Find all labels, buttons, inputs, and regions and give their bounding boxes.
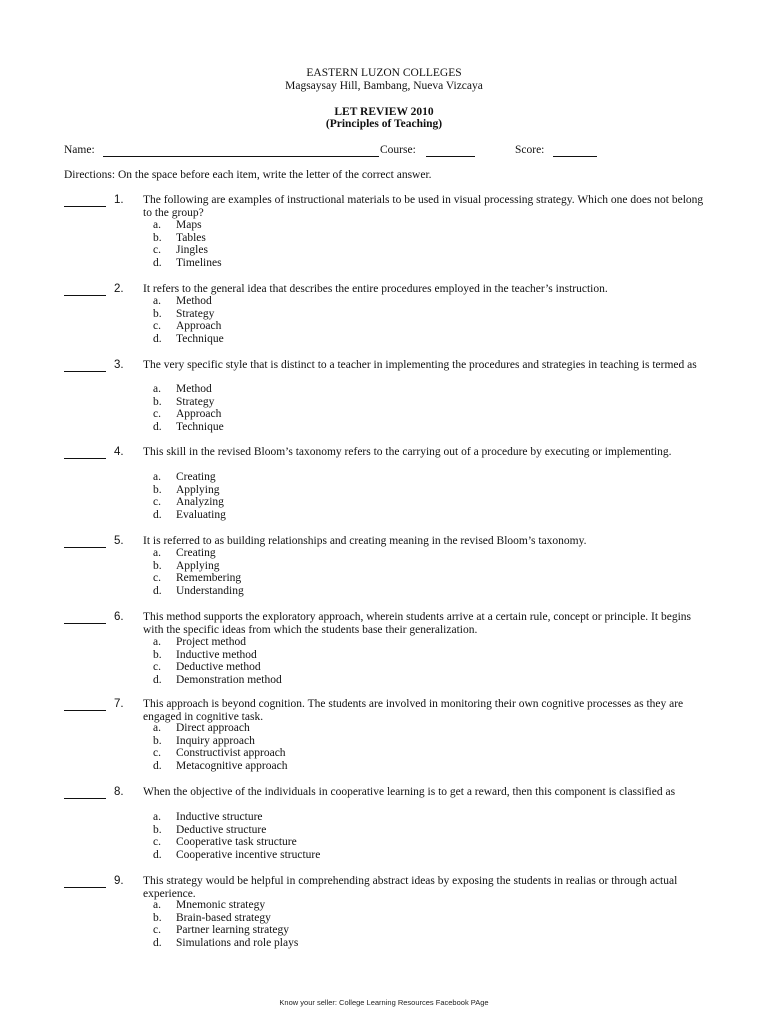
option-letter: b.	[153, 823, 162, 836]
option-letter: c.	[153, 747, 161, 760]
option-letter: a.	[153, 383, 161, 395]
option-letter: b.	[153, 231, 162, 244]
score-field[interactable]	[553, 156, 597, 157]
question-number: 2.	[114, 283, 124, 295]
question-stem: It is referred to as building relationships and creating meaning in the revised Bloom’s taxonomy.	[143, 535, 587, 547]
option-item	[153, 572, 244, 585]
score-label: Score:	[515, 144, 545, 156]
option-item	[153, 308, 224, 321]
option-item	[153, 661, 282, 674]
school-name: EASTERN LUZON COLLEGES	[306, 67, 462, 79]
question-stem: It refers to the general idea that describes the entire procedures employed in the teacher’s instruction.	[143, 283, 608, 295]
option-letter: c.	[153, 408, 161, 421]
option-item	[153, 924, 298, 937]
option-text: Tables	[176, 231, 206, 244]
option-item	[153, 219, 222, 232]
option-letter: a.	[153, 722, 161, 734]
option-text: Maps	[176, 219, 202, 231]
option-text: Strategy	[176, 307, 215, 320]
question-number: 6.	[114, 611, 124, 623]
question-number: 8.	[114, 786, 124, 798]
option-item	[153, 824, 320, 837]
question-number: 7.	[114, 698, 124, 710]
option-item	[153, 636, 282, 649]
option-item	[153, 836, 320, 849]
option-letter: d.	[153, 759, 162, 772]
option-letter: a.	[153, 547, 161, 559]
option-text: Deductive method	[176, 661, 261, 674]
option-letter: a.	[153, 295, 161, 307]
option-item	[153, 937, 298, 950]
option-item	[153, 547, 244, 560]
option-text: Timelines	[176, 256, 222, 269]
option-letter: c.	[153, 661, 161, 674]
answer-blank[interactable]	[64, 458, 106, 459]
option-letter: d.	[153, 936, 162, 949]
option-letter: d.	[153, 332, 162, 345]
answer-blank[interactable]	[64, 295, 106, 296]
question-number: 5.	[114, 535, 124, 547]
option-letter: d.	[153, 256, 162, 269]
option-text: Approach	[176, 320, 222, 333]
option-text: Applying	[176, 483, 220, 496]
option-text: Method	[176, 383, 212, 395]
answer-blank[interactable]	[64, 206, 106, 207]
option-item	[153, 408, 224, 421]
option-item	[153, 722, 287, 735]
course-field[interactable]	[426, 156, 475, 157]
question-stem: The very specific style that is distinct to a teacher in implementing the procedures and strategies in teaching is termed as	[143, 359, 697, 371]
option-text: Approach	[176, 408, 222, 421]
option-letter: b.	[153, 483, 162, 496]
option-item	[153, 496, 226, 509]
option-item	[153, 232, 222, 245]
option-letter: c.	[153, 320, 161, 333]
option-text: Creating	[176, 471, 216, 483]
option-letter: a.	[153, 811, 161, 823]
option-text: Simulations and role plays	[176, 936, 299, 949]
option-text: Brain-based strategy	[176, 911, 271, 924]
option-text: Cooperative incentive structure	[176, 848, 321, 861]
exam-subject: (Principles of Teaching)	[325, 118, 443, 130]
course-label: Course:	[380, 144, 416, 156]
question-stem: This approach is beyond cognition. The students are involved in monitoring their own cognitive processes as they are engaged in cognitive task.	[143, 698, 684, 723]
option-text: Inductive method	[176, 648, 257, 661]
option-text: Applying	[176, 559, 220, 572]
option-item	[153, 320, 224, 333]
option-list	[153, 547, 244, 597]
answer-blank[interactable]	[64, 887, 106, 888]
option-text: Cooperative task structure	[176, 836, 297, 849]
option-text: Mnemonic strategy	[176, 899, 266, 911]
option-text: Technique	[176, 332, 224, 345]
option-text: Partner learning strategy	[176, 924, 290, 937]
option-list	[153, 636, 282, 686]
option-letter: c.	[153, 836, 161, 849]
option-text: Inquiry approach	[176, 734, 255, 747]
school-address: Magsaysay Hill, Bambang, Nueva Vizcaya	[285, 80, 483, 92]
option-item	[153, 674, 282, 687]
option-text: Strategy	[176, 395, 215, 408]
option-letter: b.	[153, 734, 162, 747]
answer-blank[interactable]	[64, 710, 106, 711]
question-number: 3.	[114, 359, 124, 371]
option-letter: d.	[153, 508, 162, 521]
answer-blank[interactable]	[64, 798, 106, 799]
option-letter: a.	[153, 899, 161, 911]
option-text: Method	[176, 295, 212, 307]
option-text: Project method	[176, 636, 246, 648]
option-text: Creating	[176, 547, 216, 559]
option-item	[153, 560, 244, 573]
option-text: Remembering	[176, 572, 242, 585]
footer-note: Know your seller: College Learning Resources Facebook PAge	[279, 998, 489, 1007]
option-text: Deductive structure	[176, 823, 267, 836]
option-item	[153, 396, 224, 409]
option-letter: b.	[153, 559, 162, 572]
option-item	[153, 257, 222, 270]
option-letter: c.	[153, 244, 161, 257]
question-number: 1.	[114, 194, 124, 206]
option-letter: d.	[153, 848, 162, 861]
option-item	[153, 383, 224, 396]
option-text: Analyzing	[176, 496, 224, 509]
option-letter: b.	[153, 395, 162, 408]
option-letter: d.	[153, 584, 162, 597]
option-text: Evaluating	[176, 508, 226, 521]
question-stem: This skill in the revised Bloom’s taxonomy refers to the carrying out of a procedure by executing or implementing.	[143, 446, 672, 458]
option-text: Demonstration method	[176, 673, 282, 686]
question-stem: This strategy would be helpful in comprehending abstract ideas by exposing the students in realias or through actual experience.	[143, 875, 678, 900]
option-letter: c.	[153, 496, 161, 509]
option-list	[153, 471, 226, 521]
option-list	[153, 899, 298, 949]
option-item	[153, 811, 320, 824]
question-stem: The following are examples of instructional materials to be used in visual processing strategy. Which one does not belong to the group?	[143, 194, 704, 219]
option-list	[153, 811, 320, 861]
answer-blank[interactable]	[64, 547, 106, 548]
answer-blank[interactable]	[64, 371, 106, 372]
option-letter: a.	[153, 471, 161, 483]
question-stem: This method supports the exploratory approach, wherein students arrive at a certain rule, concept or principle. It begins with the specific ideas from which the students base their generalization.	[143, 611, 691, 636]
option-item	[153, 295, 224, 308]
option-list	[153, 383, 224, 433]
question-stem: When the objective of the individuals in cooperative learning is to get a reward, then this component is classified as	[143, 786, 676, 798]
option-item	[153, 509, 226, 522]
option-text: Metacognitive approach	[176, 759, 288, 772]
directions: Directions: On the space before each item, write the letter of the correct answer.	[64, 169, 432, 181]
option-letter: a.	[153, 636, 161, 648]
option-item	[153, 760, 287, 773]
option-list	[153, 722, 287, 772]
option-letter: b.	[153, 307, 162, 320]
option-letter: b.	[153, 648, 162, 661]
option-letter: d.	[153, 673, 162, 686]
option-item	[153, 649, 282, 662]
option-text: Direct approach	[176, 722, 250, 734]
name-label: Name:	[64, 144, 95, 156]
option-letter: d.	[153, 420, 162, 433]
option-item	[153, 899, 298, 912]
question-number: 4.	[114, 446, 124, 458]
option-item	[153, 484, 226, 497]
question-number: 9.	[114, 875, 124, 887]
option-letter: c.	[153, 572, 161, 585]
answer-blank[interactable]	[64, 623, 106, 624]
name-field[interactable]	[103, 156, 379, 157]
option-list	[153, 219, 222, 269]
option-item	[153, 244, 222, 257]
option-item	[153, 735, 287, 748]
option-item	[153, 849, 320, 862]
option-item	[153, 333, 224, 346]
option-letter: a.	[153, 219, 161, 231]
option-item	[153, 471, 226, 484]
exam-title: LET REVIEW 2010	[334, 106, 434, 118]
option-item	[153, 585, 244, 598]
option-text: Understanding	[176, 584, 244, 597]
option-list	[153, 295, 224, 345]
option-item	[153, 747, 287, 760]
option-text: Jingles	[176, 244, 208, 257]
option-letter: c.	[153, 924, 161, 937]
option-text: Technique	[176, 420, 224, 433]
option-item	[153, 912, 298, 925]
option-text: Constructivist approach	[176, 747, 286, 760]
option-item	[153, 421, 224, 434]
option-text: Inductive structure	[176, 811, 263, 823]
option-letter: b.	[153, 911, 162, 924]
